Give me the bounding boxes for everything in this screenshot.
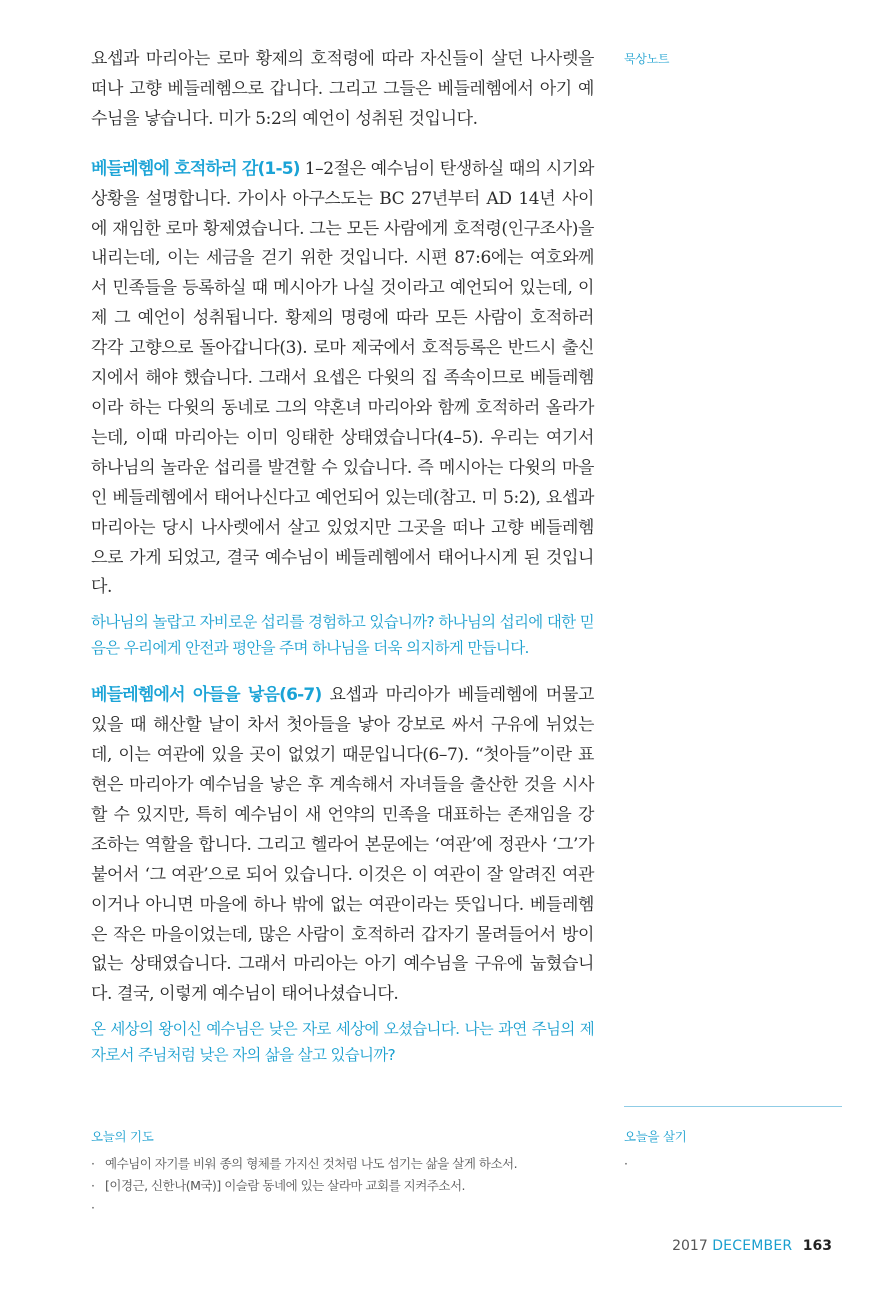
section-1-heading: 베들레헴에 호적하러 감(1-5) bbox=[91, 158, 300, 179]
section-2 bbox=[91, 681, 594, 1068]
section-1-paragraph bbox=[91, 155, 594, 604]
section-1 bbox=[91, 155, 594, 662]
prayer-item bbox=[91, 1197, 611, 1219]
section-2-body: 요셉과 마리아가 베들레헴에 머물고 있을 때 해산할 날이 차서 첫아들을 낳아 강보로 싸서 구유에 뉘었는데, 이는 여관에 있을 곳이 없었기 때문입니다(6–7). “첫아들”이란 표현은 마리아가 예수님을 낳은 후 계속해서 자녀들을 출산한 것을 시사할 수 있지만, 특히 예수님이 새 언약의 민족을 대표하는 존재임을 강조하는 역할을 합니다. 그리고 헬라어 본문에는 ‘여관’에 정관사 ‘그’가 붙어서 ‘그 여관’으로 되어 있습니다. 이것은 이 여관이 잘 알려진 여관이거나 아니면 마을에 하나 밖에 없는 여관이라는 뜻입니다. 베들레헴은 작은 마을이었는데, 많은 사람이 호적하러 갑자기 몰려들어서 방이 없는 상태였습니다. 그래서 마리아는 아기 예수님을 구유에 눕혔습니다. 결국, 이렇게 예수님이 태어나셨습니다. bbox=[91, 685, 594, 1005]
bullet: · bbox=[91, 1178, 95, 1193]
section-1-application: 하나님의 놀랍고 자비로운 섭리를 경험하고 있습니까? 하나님의 섭리에 대한 믿음은 우리에게 안전과 평안을 주며 하나님을 더욱 의지하게 만듭니다. bbox=[91, 613, 594, 658]
prayer-item bbox=[91, 1153, 611, 1175]
bullet: · bbox=[91, 1200, 95, 1215]
page-number: 163 bbox=[802, 1238, 832, 1254]
folio-year: 2017 bbox=[672, 1238, 708, 1254]
folio-month: DECEMBER bbox=[712, 1238, 793, 1254]
section-2-application: 온 세상의 왕이신 예수님은 낮은 자로 세상에 오셨습니다. 나는 과연 주님의 제자로서 주님처럼 낮은 자의 삶을 살고 있습니까? bbox=[91, 1020, 594, 1065]
prayer-box bbox=[91, 1127, 611, 1219]
page-folio bbox=[672, 1238, 832, 1254]
prayer-item bbox=[91, 1175, 611, 1197]
main-text-column bbox=[91, 45, 594, 1068]
section-2-heading: 베들레헴에서 아들을 낳음(6-7) bbox=[91, 685, 322, 706]
living-item bbox=[624, 1153, 844, 1175]
prayer-item-text: [이경근, 신한나(M국)] 이슬람 동네에 있는 살라마 교회를 지켜주소서. bbox=[105, 1178, 466, 1193]
living-box bbox=[624, 1127, 844, 1175]
section-1-body: 1–2절은 예수님이 탄생하실 때의 시기와 상황을 설명합니다. 가이사 아구스도는 BC 27년부터 AD 14년 사이에 재임한 로마 황제였습니다. 그는 모든 사람에게 호적령(인구조사)을 내리는데, 이는 세금을 걷기 위한 것입니다. 시편 87:6에는 여호와께서 민족들을 등록하실 때 메시아가 나실 것이라고 예언되어 있는데, 이제 그 예언이 성취됩니다. 황제의 명령에 따라 모든 사람이 호적하러 각각 고향으로 돌아갑니다(3). 로마 제국에서 호적등록은 반드시 출신지에서 해야 했습니다. 그래서 요셉은 다윗의 집 족속이므로 베들레헴이라 하는 다윗의 동네로 그의 약혼녀 마리아와 함께 호적하러 올라가는데, 이때 마리아는 이미 잉태한 상태였습니다(4–5). 우리는 여기서 하나님의 놀라운 섭리를 발견할 수 있습니다. 즉 메시아는 다윗의 마을인 베들레헴에서 태어나신다고 예언되어 있는데(참고. 미 5:2), 요셉과 마리아는 당시 나사렛에서 살고 있었지만 그곳을 떠나 고향 베들레헴으로 가게 되었고, 결국 예수님이 베들레헴에서 태어나시게 된 것입니다. bbox=[91, 158, 594, 598]
living-title: 오늘을 살기 bbox=[624, 1129, 687, 1144]
bullet: · bbox=[91, 1156, 95, 1171]
prayer-title: 오늘의 기도 bbox=[91, 1129, 154, 1144]
intro-paragraph: 요셉과 마리아는 로마 황제의 호적령에 따라 자신들이 살던 나사렛을 떠나 고향 베들레헴으로 갑니다. 그리고 그들은 베들레헴에서 아기 예수님을 낳습니다. 미가 5:2의 예언이 성취된 것입니다. bbox=[91, 49, 594, 129]
meditation-note-label: 묵상노트 bbox=[624, 52, 670, 66]
prayer-item-text: 예수님이 자기를 비워 종의 형체를 가지신 것처럼 나도 섬기는 삶을 살게 하소서. bbox=[105, 1156, 518, 1171]
section-2-paragraph bbox=[91, 681, 594, 1010]
living-divider bbox=[624, 1106, 842, 1107]
bullet: · bbox=[624, 1156, 628, 1171]
